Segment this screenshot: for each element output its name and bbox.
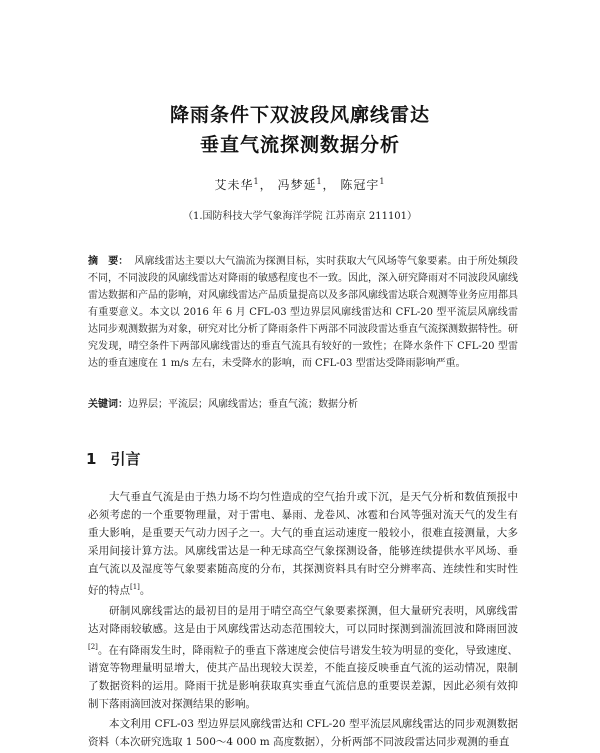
affiliation-mark: 1 (316, 177, 323, 186)
abstract (88, 253, 518, 372)
section-number: 1 (86, 450, 97, 468)
section-heading (86, 448, 140, 469)
affiliation-mark: 1 (253, 177, 260, 186)
paragraph (88, 602, 518, 714)
paper-title-line-1: 降雨条件下双波段风廓线雷达 (169, 104, 430, 126)
affiliation-mark: 1 (379, 177, 386, 186)
paragraph-text: 。 (139, 584, 151, 597)
author-list: 艾未华$^1$， 冯梦延$^1$， 陈冠宇$^1$ (214, 177, 386, 192)
author-name: 冯梦延 (277, 178, 317, 192)
paragraph-text: 本文利用 CFL-03 型边界层风廓线雷达和 CFL-20 型平流层风廓线雷达的同步观测数据资料（本次研究选取 1 500～4 000 m 高度数据），分析两部不同波段雷达同步观测的垂直 (88, 718, 518, 748)
author-name: 艾未华 (214, 178, 254, 192)
citation: [1] (130, 583, 140, 591)
paragraph-text: 。在有降雨发生时，降雨粒子的垂直下落速度会使信号谱发生较为明显的变化，导致速度、谱宽等物理量明显增大，使其产品出现较大误差，不能直接反映垂直气流的运动情况，限制了数据资料的运用。降雨干扰是影响获取真实垂直气流信息的重要误差源，因此必须有效抑制下落雨滴回波对探测结果的影响。 (88, 644, 518, 710)
paragraph-text: 研制风廓线雷达的最初目的是用于晴空高空气象要素探测，但大量研究表明，风廓线雷达对降雨较敏感。这是由于风廓线雷达动态范围较大，可以同时探测到湍流回波和降雨回波 (88, 604, 518, 635)
author-name: 陈冠宇 (340, 178, 380, 192)
keywords (88, 396, 518, 413)
citation: [2] (88, 642, 98, 651)
paper-title-line-2: 垂直气流探测数据分析 (199, 134, 400, 156)
paragraph-text: 大气垂直气流是由于热力场不均匀性造成的空气抬升或下沉，是天气分析和数值预报中必须考虑的一个重要物理量，对于雷电、暴雨、龙卷风、冰雹和台风等强对流天气的发生有重大影响，是重要天气动力因子之一。大气的垂直运动速度一般较小，很难直接测量，大多采用间接计算方法。风廓线雷达是一种无球高空气象探测设备，能够连续提供水平风场、垂直气流以及湿度等气象要素随高度的分布，其探测资料具有时空分辨率高、连续性和实时性好的特点 (88, 491, 518, 597)
abstract-text: 风廓线雷达主要以大气湍流为探测目标，实时获取大气风场等气象要素。由于所处频段不同，不同波段的风廓线雷达对降雨的敏感程度也不一致。因此，深入研究降雨对不同波段风廓线雷达数据和产品的影响，对风廓线雷达产品质量提高以及多部风廓线雷达联合观测等业务应用都具有重要意义。本文以 2016 年 6 月 CFL-03 型边界层风廓线雷达和 CFL-20 型平流层风廓线雷达同步观测数据为对象，研究对比分析了降雨条件下两部不同波段雷达垂直气流探测数据特性。研究发现，晴空条件下两部风廓线雷达的垂直气流具有较好的一致性；在降水条件下 CFL-20 型雷达的垂直速度在 1 m/s 左右，未受降水的影响，而 CFL-03 型雷达受降雨影响严重。 (88, 256, 518, 369)
paragraph (88, 715, 518, 751)
abstract-label: 摘 要： (88, 256, 129, 267)
paragraph (88, 488, 518, 600)
keywords-text: 边界层；平流层；风廓线雷达；垂直气流；数据分析 (128, 399, 358, 410)
affiliation: （1.国防科技大学气象海洋学院 江苏南京 211101） (182, 211, 418, 222)
body-text (88, 488, 518, 753)
keywords-label: 关键词： (88, 399, 128, 410)
section-title: 引言 (110, 450, 141, 468)
